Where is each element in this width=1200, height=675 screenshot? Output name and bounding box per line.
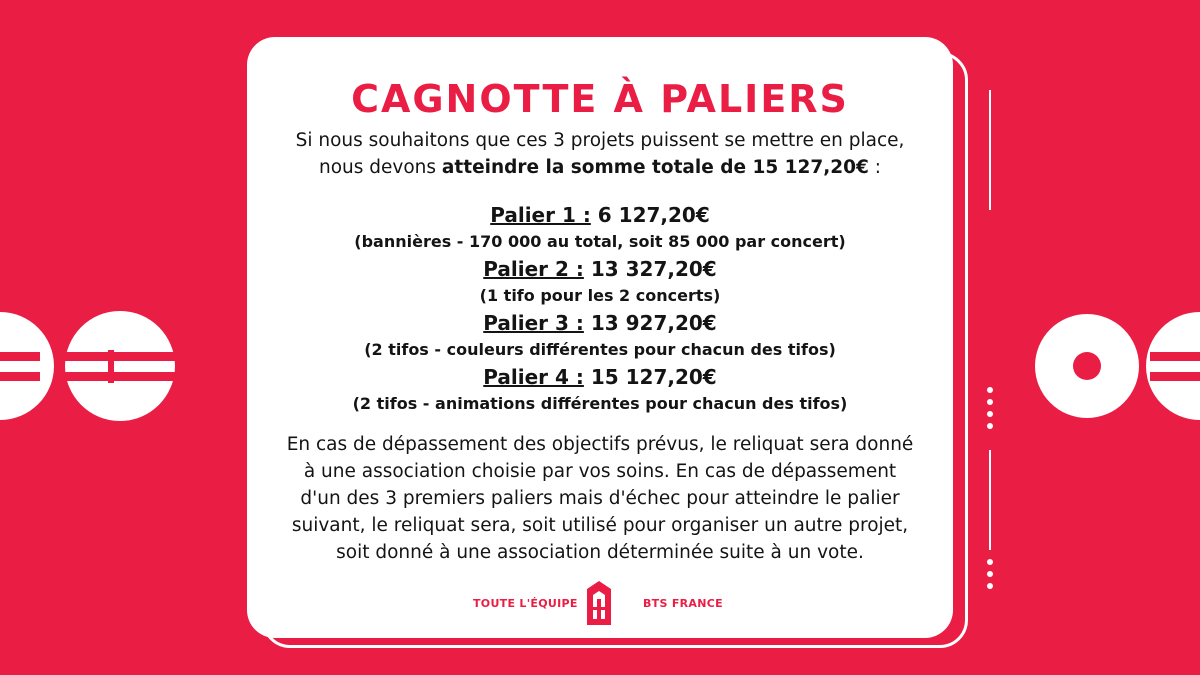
house-logo-icon	[583, 579, 615, 629]
tier-4-amount: 15 127,20€	[583, 365, 717, 389]
footer-brand-label: BTS FRANCE	[643, 597, 723, 610]
tier-2-description: (1 tifo pour les 2 concerts)	[479, 286, 721, 305]
intro-text	[267, 127, 933, 181]
tier-1-description: (bannières - 170 000 au total, soit 85 000 par concert)	[354, 232, 846, 251]
outro-line-2: à une association choisie par vos soins. En cas de dépassement	[303, 461, 897, 482]
footer	[247, 579, 953, 629]
tier-1	[247, 203, 953, 228]
tier-list	[247, 203, 953, 419]
tier-2	[247, 257, 953, 282]
outro-line-4: suivant, le reliquat sera, soit utilisé pour organiser un autre projet,	[291, 515, 909, 536]
tier-3	[247, 311, 953, 336]
tier-3-label: Palier 3 :	[483, 311, 584, 335]
tier-3-description: (2 tifos - couleurs différentes pour chacun des tifos)	[364, 340, 836, 359]
info-card	[247, 37, 953, 638]
tier-2-label: Palier 2 :	[483, 257, 584, 281]
outro-line-3: d'un des 3 premiers paliers mais d'échec pour atteindre le palier	[300, 488, 900, 509]
intro-line-1: Si nous souhaitons que ces 3 projets puissent se mettre en place,	[295, 130, 905, 151]
page-title: CAGNOTTE À PALIERS	[351, 77, 849, 121]
intro-line-2	[267, 154, 933, 181]
tier-3-amount: 13 927,20€	[583, 311, 717, 335]
intro-line-2-start: nous devons	[318, 157, 442, 178]
tier-1-label: Palier 1 :	[490, 203, 591, 227]
tier-4-label: Palier 4 :	[483, 365, 584, 389]
outro-line-1: En cas de dépassement des objectifs prévus, le reliquat sera donné	[286, 434, 914, 455]
intro-line-2-end: :	[868, 157, 882, 178]
tier-1-amount: 6 127,20€	[590, 203, 710, 227]
intro-total-amount: atteindre la somme totale de 15 127,20€	[441, 157, 869, 178]
outro-line-5: soit donné à une association déterminée suite à un vote.	[336, 542, 864, 563]
outro-text	[271, 431, 929, 566]
tier-2-amount: 13 327,20€	[583, 257, 717, 281]
left-decoration	[0, 300, 185, 430]
side-dots-decoration	[980, 80, 1000, 600]
tier-4	[247, 365, 953, 390]
tier-4-description: (2 tifos - animations différentes pour chacun des tifos)	[352, 394, 848, 413]
footer-team-label: TOUTE L'ÉQUIPE	[473, 597, 578, 610]
right-decoration	[1025, 300, 1200, 430]
